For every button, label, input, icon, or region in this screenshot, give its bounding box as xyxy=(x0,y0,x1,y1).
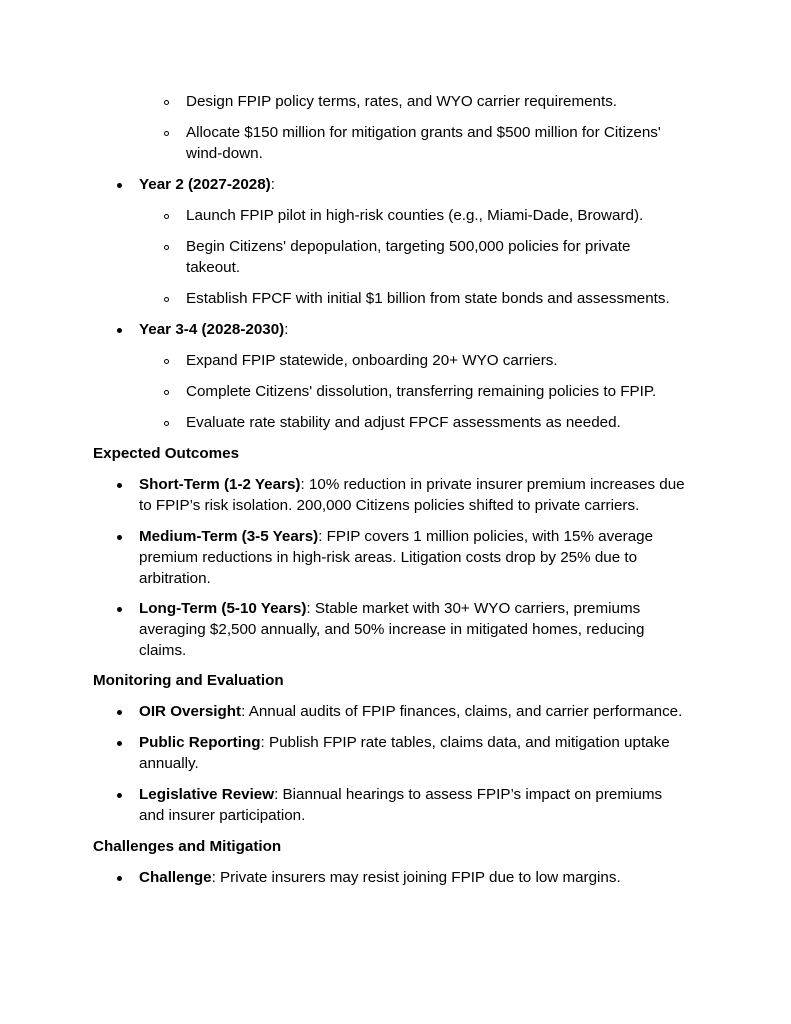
list-item: Design FPIP policy terms, rates, and WYO carrier requirements. xyxy=(186,93,618,110)
sub-bullet-icon xyxy=(164,390,169,395)
item-text: : Biannual hearings to assess FPIP’s impact on premiums and insurer participation. xyxy=(139,786,663,824)
list-item: Launch FPIP pilot in high-risk counties (e.g., Miami-Dade, Broward). xyxy=(186,207,644,224)
list-item: Allocate $150 million for mitigation grants and $500 million for Citizens' wind-down. xyxy=(186,124,661,162)
item-label: Public Reporting xyxy=(139,734,261,751)
item-label: Legislative Review xyxy=(139,786,275,803)
item-text: : Stable market with 30+ WYO carriers, premiums averaging $2,500 annually, and 50% increase in mitigated homes, reducing claims. xyxy=(139,600,645,659)
item-text: : Publish FPIP rate tables, claims data, and mitigation uptake annually. xyxy=(139,734,670,772)
item-suffix: : xyxy=(270,176,275,193)
item-label: Long-Term (5-10 Years) xyxy=(139,600,307,617)
item-label: Short-Term (1-2 Years) xyxy=(139,476,301,493)
list-item-year-3-4 xyxy=(139,319,288,340)
bullet-icon xyxy=(117,741,122,746)
bullet-icon xyxy=(117,607,122,612)
list-item: Evaluate rate stability and adjust FPCF assessments as needed. xyxy=(186,414,621,431)
item-label: OIR Oversight xyxy=(139,703,242,720)
sub-bullet-icon xyxy=(164,421,169,426)
sub-bullet-icon xyxy=(164,100,169,105)
list-item-public-reporting xyxy=(139,732,699,774)
bullet-icon xyxy=(117,328,122,333)
list-item-long-term xyxy=(139,598,674,661)
item-label: Challenge xyxy=(139,869,212,886)
list-item-legislative-review xyxy=(139,784,684,826)
sub-bullet-icon xyxy=(164,359,169,364)
item-label: Year 2 (2027-2028) xyxy=(139,176,271,193)
item-text: : FPIP covers 1 million policies, with 15% average premium reductions in high-risk areas. Litigation costs drop by 25% due to arbitration. xyxy=(139,528,654,587)
list-item-challenge xyxy=(139,867,719,888)
list-item-oir-oversight xyxy=(139,701,719,722)
section-heading-expected-outcomes: Expected Outcomes xyxy=(93,445,240,462)
bullet-icon xyxy=(117,483,122,488)
bullet-icon xyxy=(117,535,122,540)
section-heading-challenges: Challenges and Mitigation xyxy=(93,838,282,855)
sub-bullet-icon xyxy=(164,214,169,219)
sub-bullet-icon xyxy=(164,245,169,250)
bullet-icon xyxy=(117,793,122,798)
item-label: Medium-Term (3-5 Years) xyxy=(139,528,319,545)
item-text: : Annual audits of FPIP finances, claims, and carrier performance. xyxy=(241,703,683,720)
section-heading-monitoring: Monitoring and Evaluation xyxy=(93,672,284,689)
bullet-icon xyxy=(117,183,122,188)
list-item-short-term xyxy=(139,474,701,516)
list-item-medium-term xyxy=(139,526,674,589)
bullet-icon xyxy=(117,876,122,881)
list-item: Establish FPCF with initial $1 billion from state bonds and assessments. xyxy=(186,290,670,307)
sub-bullet-icon xyxy=(164,131,169,136)
list-item-year-2 xyxy=(139,174,275,195)
sub-bullet-icon xyxy=(164,297,169,302)
list-item: Begin Citizens' depopulation, targeting 500,000 policies for private takeout. xyxy=(186,238,631,276)
list-item: Expand FPIP statewide, onboarding 20+ WYO carriers. xyxy=(186,352,558,369)
bullet-icon xyxy=(117,710,122,715)
list-item: Complete Citizens' dissolution, transferring remaining policies to FPIP. xyxy=(186,383,657,400)
item-label: Year 3-4 (2028-2030) xyxy=(139,321,285,338)
item-text: : Private insurers may resist joining FPIP due to low margins. xyxy=(211,869,621,886)
item-suffix: : xyxy=(284,321,289,338)
item-text: : 10% reduction in private insurer premium increases due to FPIP’s risk isolation. 200,000 Citizens policies shifted to private carriers. xyxy=(139,476,685,514)
